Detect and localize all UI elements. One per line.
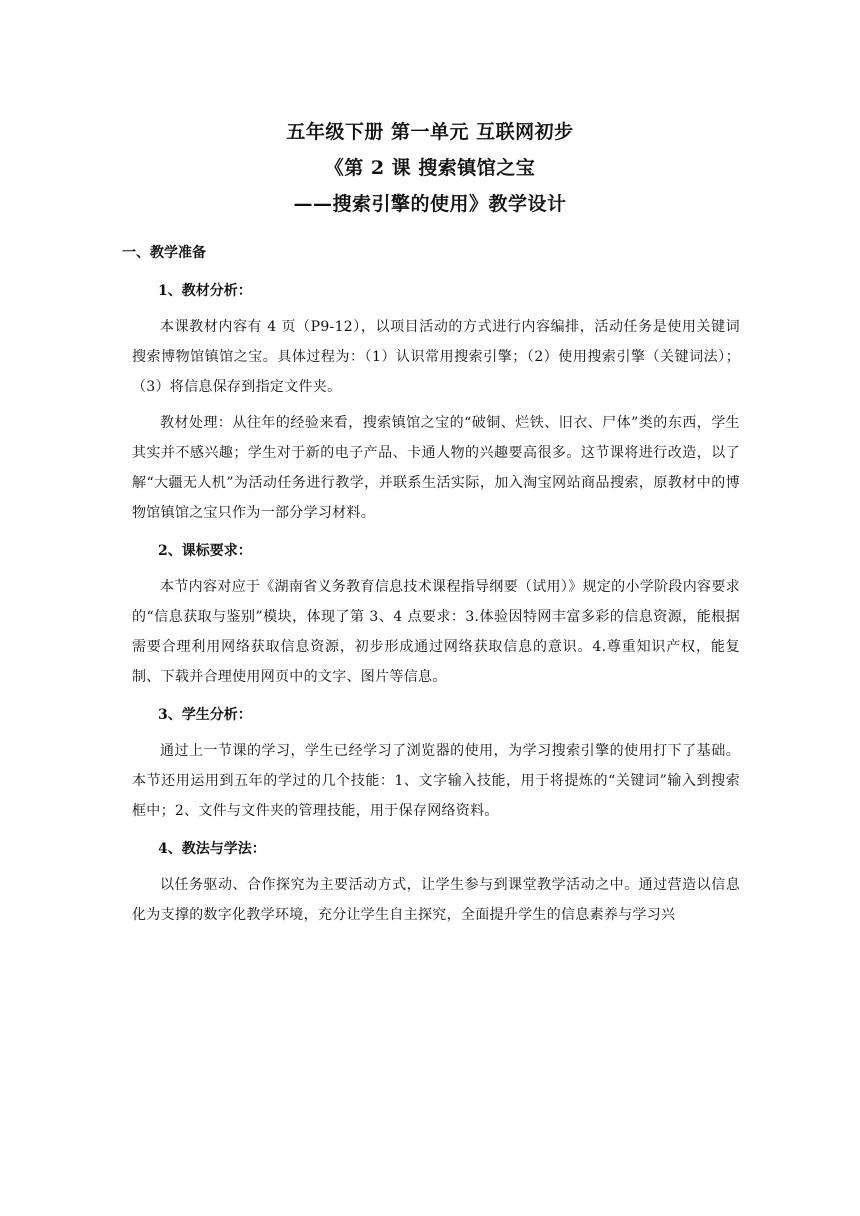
paragraph-textbook-handling: 教材处理：从往年的经验来看，搜索镇馆之宝的“破铜、烂铁、旧衣、尸体”类的东西，学生其实并不感兴趣；学生对于新的电子产品、卡通人物的兴趣要高很多。这节课将进行改造，以了解“大疆无人机”为活动任务进行教学，并联系生活实际，加入淘宝网站商品搜索，原教材中的博物馆镇馆之宝只作为一部分学习材料。 xyxy=(132,415,740,521)
paragraph-textbook-content: 本课教材内容有 4 页（P9-12），以项目活动的方式进行内容编排，活动任务是使用关键词搜索博物馆镇馆之宝。具体过程为：（1）认识常用搜索引擎；（2）使用搜索引擎（关键词法）；（3）将信息保存到指定文件夹。 xyxy=(132,319,740,395)
paragraph-curriculum-requirements: 本节内容对应于《湖南省义务教育信息技术课程指导纲要（试用）》规定的小学阶段内容要求的“信息获取与鉴别”模块，体现了第 3、4 点要求：3.体验因特网丰富多彩的信息资源，能根据需要合理利用网络获取信息资源，初步形成通过网络获取信息的意识。4.尊重知识产权，能复制、下载并合理使用网页中的文字、图片等信息。 xyxy=(132,579,740,685)
title-line-3: ——搜索引擎的使用》教学设计 xyxy=(293,193,567,215)
subheading-teaching-methods: 4、教法与学法： xyxy=(158,841,266,857)
title-line-2: 《第 2 课 搜索镇馆之宝 xyxy=(324,157,536,179)
document-title xyxy=(120,114,740,222)
subheading-textbook-analysis: 1、教材分析： xyxy=(158,283,252,299)
paragraph-teaching-methods: 以任务驱动、合作探究为主要活动方式，让学生参与到课堂教学活动之中。通过营造以信息化为支撑的数字化教学环境，充分让学生自主探究，全面提升学生的信息素养与学习兴 xyxy=(132,877,740,923)
document-body xyxy=(122,238,740,930)
paragraph-student-analysis: 通过上一节课的学习，学生已经学习了浏览器的使用，为学习搜索引擎的使用打下了基础。本节还用运用到五年的学过的几个技能：1、文字输入技能，用于将提炼的“关键词”输入到搜索框中；2、文件与文件夹的管理技能，用于保存网络资料。 xyxy=(132,743,740,819)
subheading-student-analysis: 3、学生分析： xyxy=(158,707,252,723)
subheading-curriculum-requirements: 2、课标要求： xyxy=(158,543,252,559)
title-line-1: 五年级下册 第一单元 互联网初步 xyxy=(286,121,574,143)
section-heading-teaching-preparation: 一、教学准备 xyxy=(122,245,206,261)
